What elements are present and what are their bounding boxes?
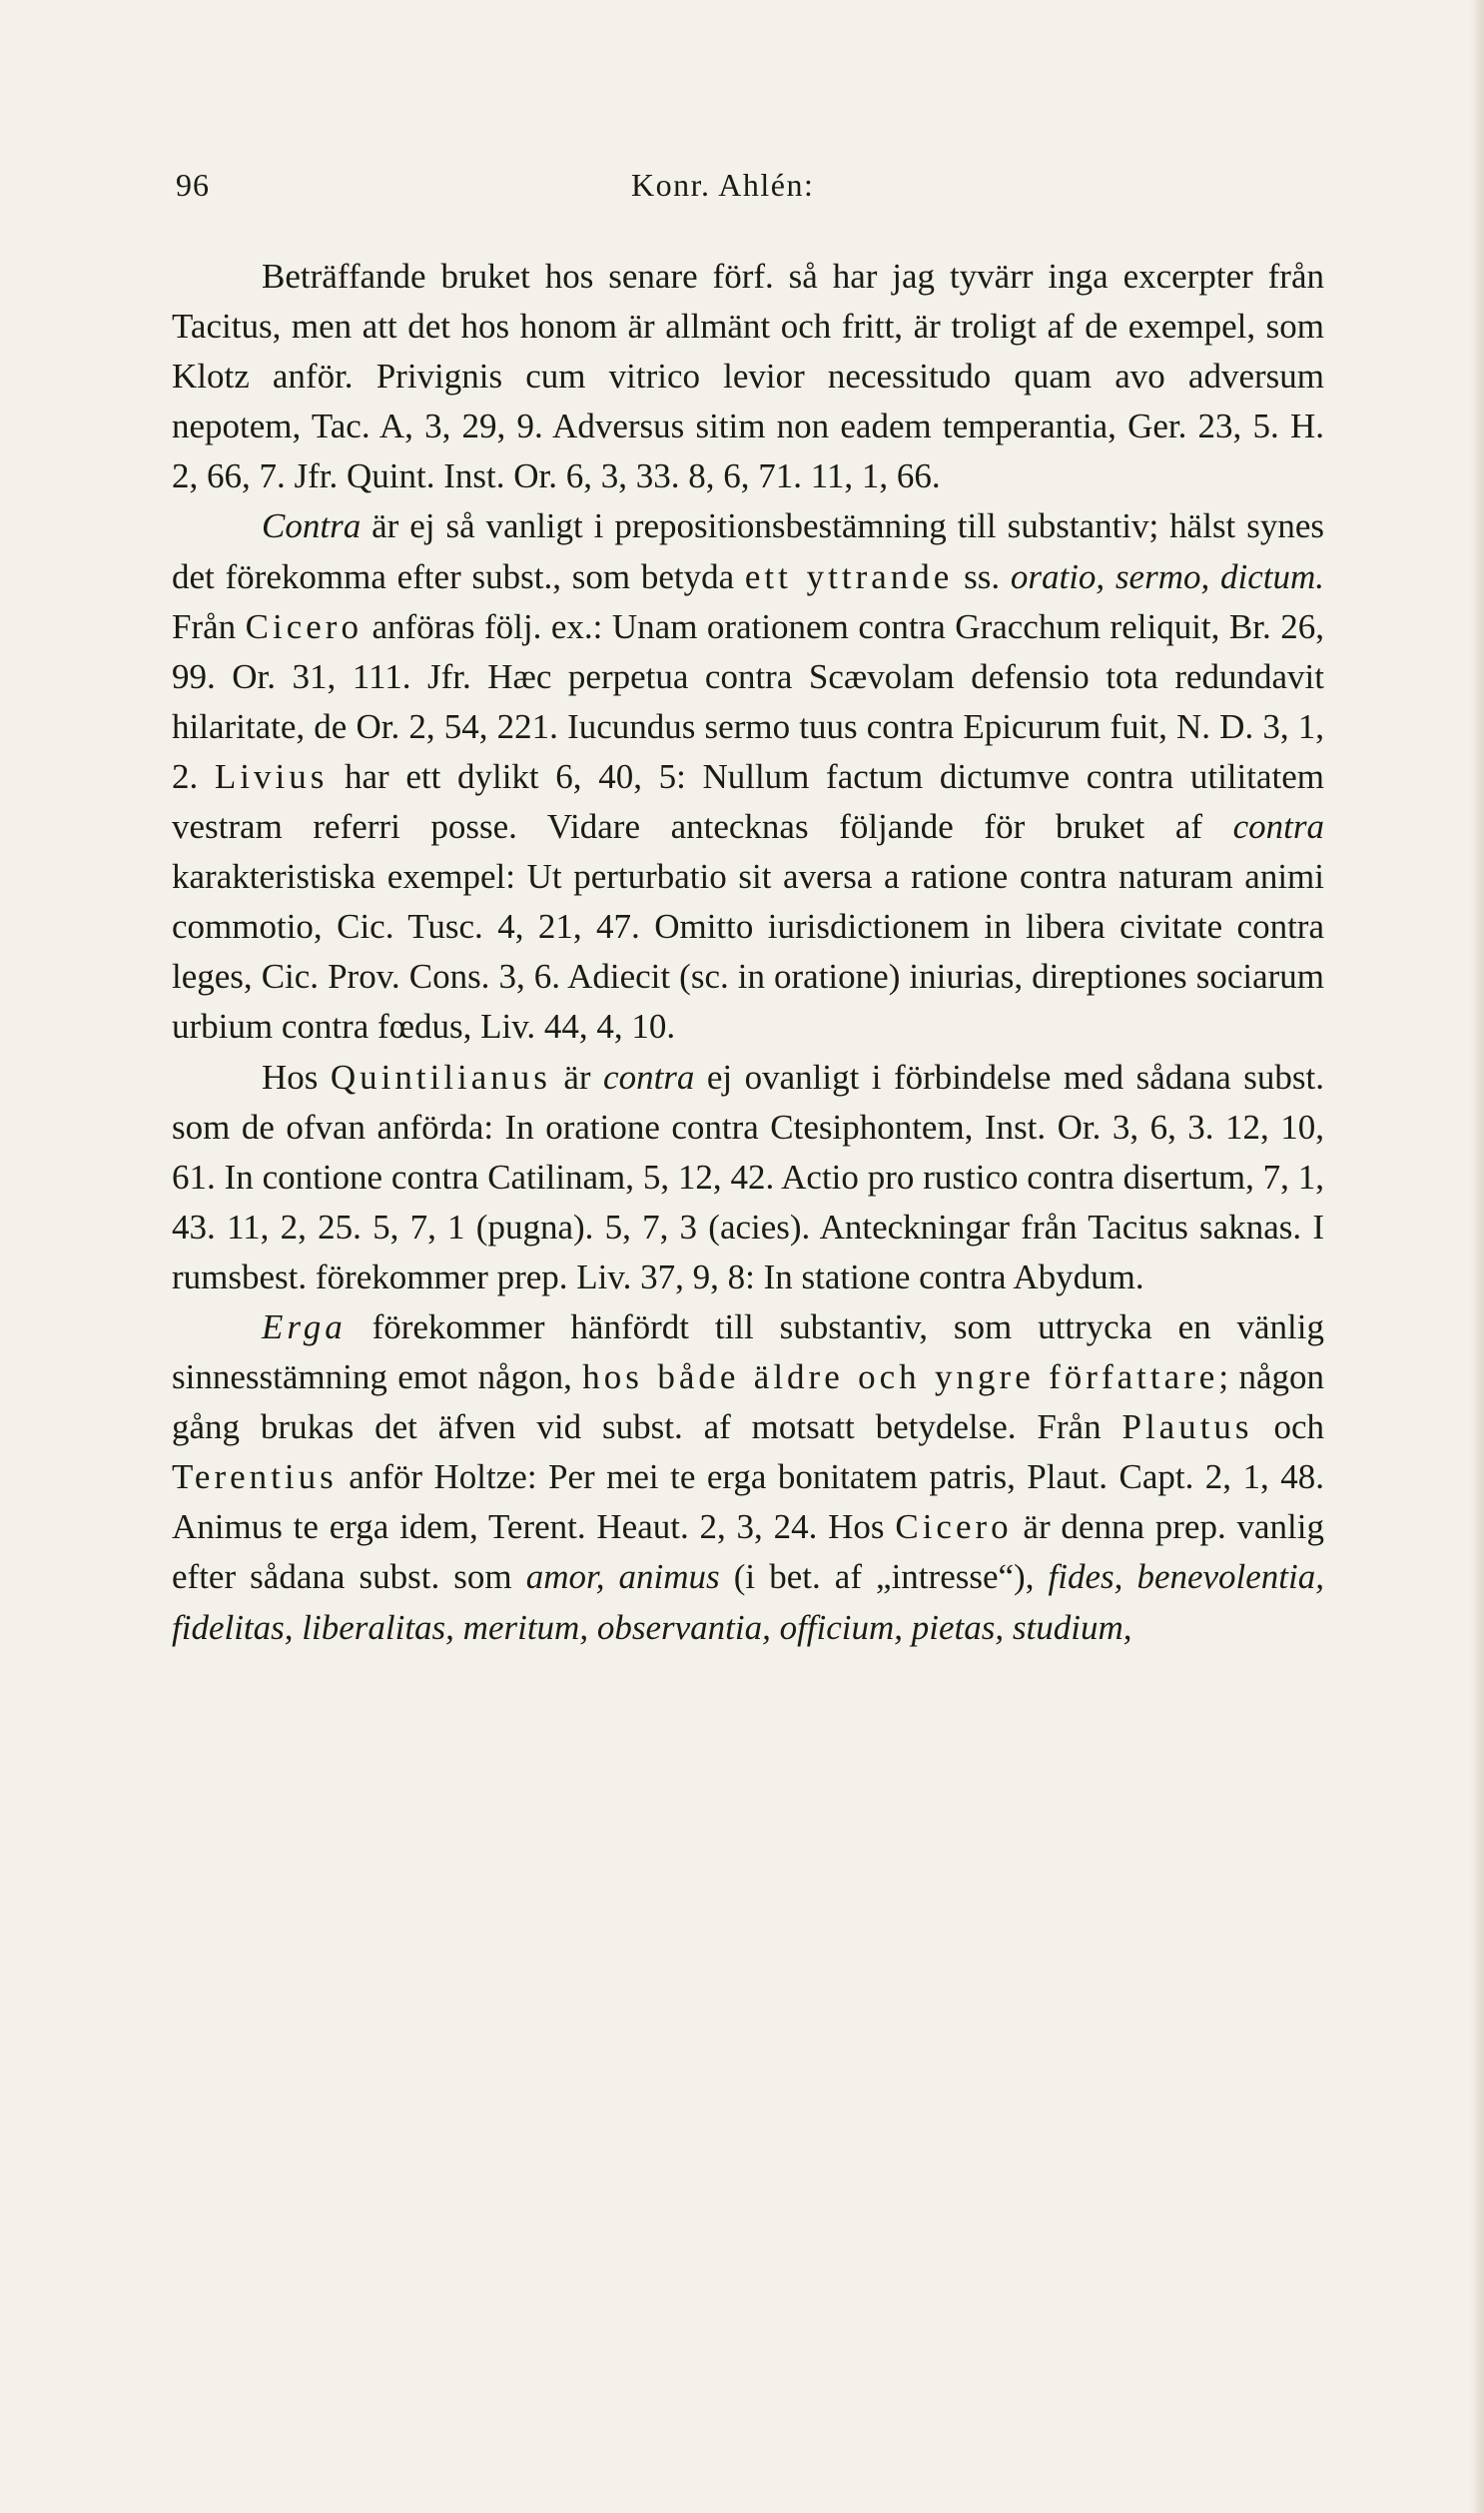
text-run: är denna prep. vanlig efter sådana subst. som <box>172 1507 1324 1597</box>
text-run: Hos <box>262 1057 331 1097</box>
text-run: ; någon gång brukas det äfven vid subst. af motsatt betydelse. Från <box>172 1357 1324 1447</box>
text-run: amor, animus <box>525 1557 720 1597</box>
page-edge <box>1470 0 1484 2513</box>
text-run: hos både äldre och yngre författare <box>582 1357 1219 1397</box>
running-head: Konr. Ahlén: <box>631 167 815 203</box>
text-run: har ett dylikt 6, 40, 5: Nullum factum dictumve contra utilitatem vestram referri posse. Vidare antecknas följande för bruket af <box>172 756 1324 847</box>
text-run: oratio, sermo, dictum. <box>1010 556 1325 596</box>
body-text <box>172 252 1324 1653</box>
paragraph-1 <box>172 252 1324 501</box>
text-run: förekommer hänfördt till substantiv, som uttrycka en vänlig sinnesstämning emot någon, <box>172 1306 1324 1397</box>
text-run: karakteristiska exempel: Ut perturbatio sit aversa a ratione contra naturam animi commotio, Cic. Tusc. 4, 21, 47. Omitto iurisdictionem in libera civitate contra leges, Cic. Prov. Cons. 3, 6. Adiecit (sc. in oratione) iniurias, direptiones sociarum urbium contra fœdus, Liv. 44, 4, 10. <box>172 857 1324 1047</box>
text-run: är <box>550 1057 604 1097</box>
text-run: ett yttrande <box>744 556 954 596</box>
text-run: Cicero <box>895 1507 1013 1547</box>
text-run: anför Holtze: Per mei te erga bonitatem patris, Plaut. Capt. 2, 1, 48. Animus te erga idem, Terent. Heaut. 2, 3, 24. Hos <box>172 1457 1324 1547</box>
text-run: är ej så vanligt i prepositionsbestämning till substantiv; hälst synes det förekomma efter subst., som betyda <box>172 506 1324 596</box>
paragraph-2 <box>172 501 1324 1052</box>
text-run: Cicero <box>245 606 363 646</box>
text-run: Quintilianus <box>330 1057 551 1097</box>
text-run: Terentius <box>172 1457 338 1497</box>
paragraph-4 <box>172 1302 1324 1653</box>
text-run: ss. <box>953 556 1011 596</box>
paragraph-3 <box>172 1053 1324 1302</box>
text-run: Livius <box>214 756 329 796</box>
page-header <box>176 167 1322 209</box>
text-run: (i bet. af „intresse“), <box>719 1557 1049 1597</box>
text-run: anföras följ. ex.: Unam orationem contra Gracchum reliquit, Br. 26, 99. Or. 31, 111. Jfr. Hæc perpetua contra Scævolam defensio tota redundavit hilaritate, de Or. 2, 54, 221. Iucundus sermo tuus contra Epicurum fuit, N. D. 3, 1, 2. <box>172 606 1324 796</box>
text-run: ej ovanligt i förbindelse med sådana subst. som de ofvan anförda: In oratione contra Ctesiphontem, Inst. Or. 3, 6, 3. 12, 10, 61. In contione contra Catilinam, 5, 12, 42. Actio pro rustico contra disertum, 7, 1, 43. 11, 2, 25. 5, 7, 1 (pugna). 5, 7, 3 (acies). Anteckningar från Tacitus saknas. I rumsbest. förekommer prep. Liv. 37, 9, 8: In statione contra Abydum. <box>172 1057 1324 1296</box>
page-number: 96 <box>176 167 210 203</box>
text-run: Plautus <box>1121 1407 1253 1447</box>
text-run: Från <box>172 606 246 646</box>
text-run: fides, benevolentia, fidelitas, liberalitas, meritum, observantia, officium, pietas, studium, <box>172 1557 1325 1647</box>
text-run: och <box>1252 1407 1324 1447</box>
text-run: Erga <box>262 1306 347 1346</box>
text-run: contra <box>1232 807 1324 847</box>
text-run: Beträffande bruket hos senare förf. så har jag tyvärr inga excerpter från Tacitus, men att det hos honom är allmänt och fritt, är troligt af de exempel, som Klotz anför. Privignis cum vitrico levior necessitudo quam avo adversum nepotem, Tac. A, 3, 29, 9. Adversus sitim non eadem temperantia, Ger. 23, 5. H. 2, 66, 7. Jfr. Quint. Inst. Or. 6, 3, 33. 8, 6, 71. 11, 1, 66. <box>172 257 1324 496</box>
text-run: contra <box>603 1057 695 1097</box>
text-run: Contra <box>262 506 362 546</box>
